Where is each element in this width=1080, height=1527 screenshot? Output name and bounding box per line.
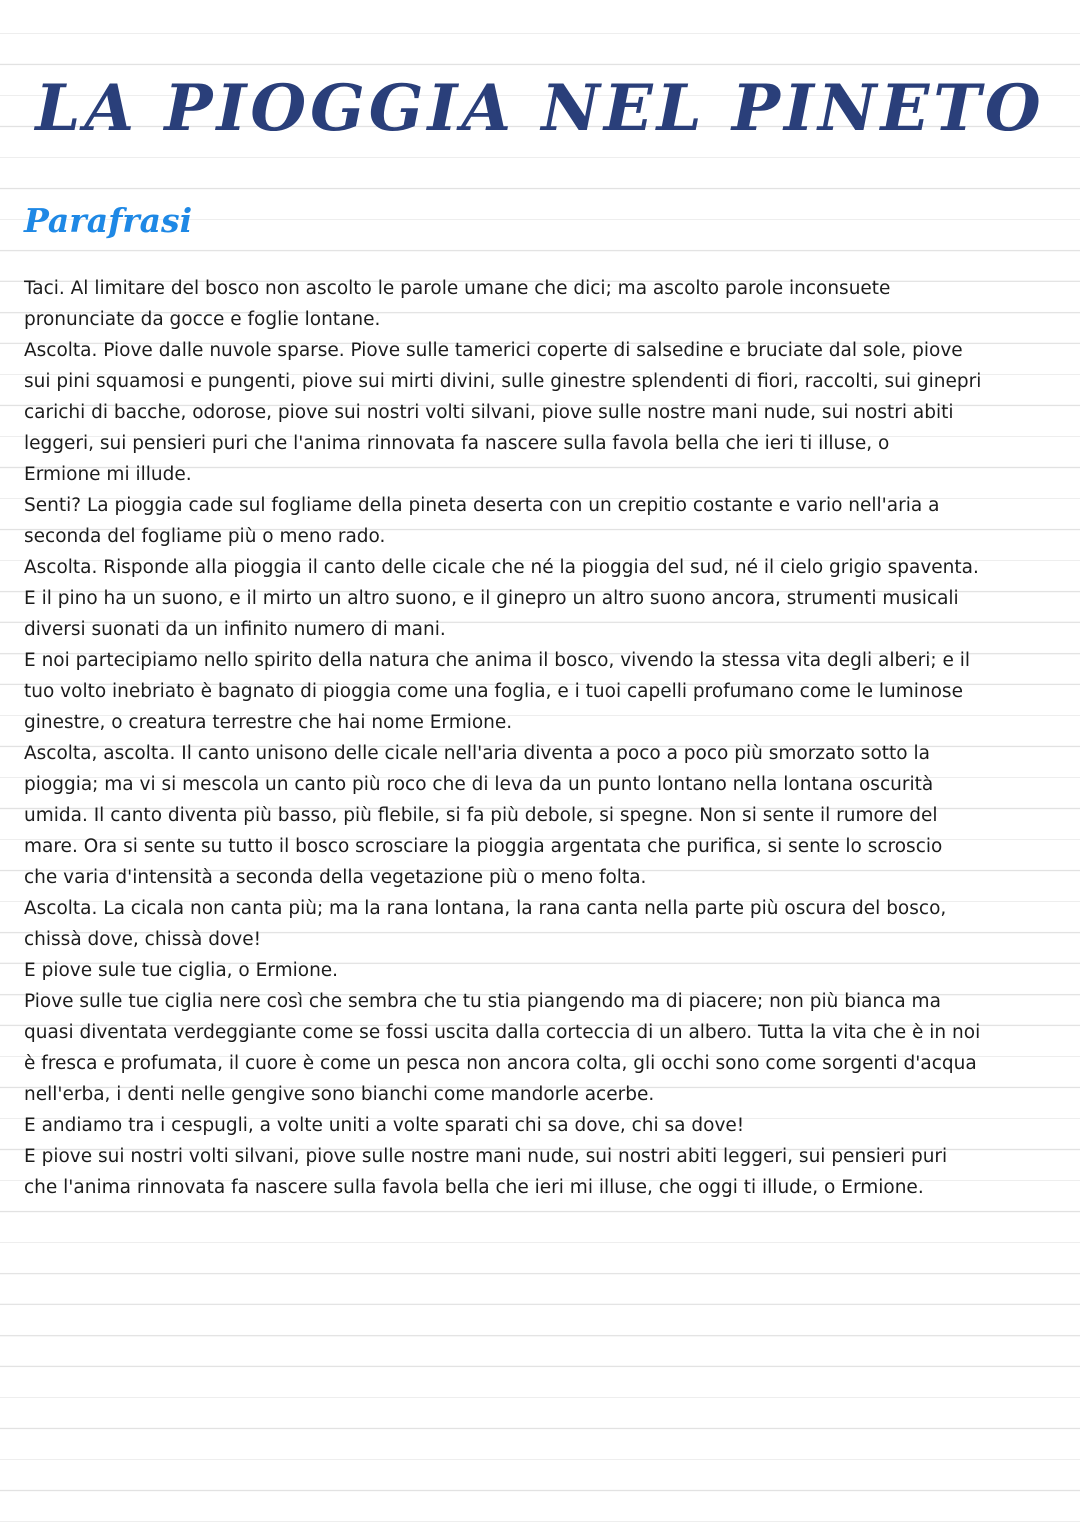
text-line: E andiamo tra i cespugli, a volte uniti a volte sparati chi sa dove, chi sa dove! [24,1115,745,1136]
text-line: E piove sui nostri volti silvani, piove sulle nostre mani nude, sui nostri abiti leggeri, sui pensieri puri [24,1146,948,1167]
text-line: umida. Il canto diventa più basso, più flebile, si fa più debole, si spegne. Non si sente il rumore del [24,805,938,826]
text-line: ginestre, o creatura terrestre che hai nome Ermione. [24,712,513,733]
text-line: Ascolta, ascolta. Il canto unisono delle cicale nell'aria diventa a poco a poco più smorzato sotto la [24,743,930,764]
text-line: mare. Ora si sente su tutto il bosco scrosciare la pioggia argentata che purifica, si sente lo scroscio [24,836,943,857]
text-line: E il pino ha un suono, e il mirto un altro suono, e il ginepro un altro suono ancora, strumenti musicali [24,588,959,609]
text-line: E noi partecipiamo nello spirito della natura che anima il bosco, vivendo la stessa vita degli alberi; e il [24,650,971,671]
text-line: carichi di bacche, odorose, piove sui nostri volti silvani, piove sulle nostre mani nude, sui nostri abiti [24,402,954,423]
text-line: diversi suonati da un infinito numero di mani. [24,619,446,640]
text-line: quasi diventata verdeggiante come se fossi uscita dalla corteccia di un albero. Tutta la vita che è in noi [24,1022,981,1043]
text-line: che l'anima rinnovata fa nascere sulla favola bella che ieri mi illuse, che oggi ti illude, o Ermione. [24,1177,924,1198]
text-line: Taci. Al limitare del bosco non ascolto le parole umane che dici; ma ascolto parole inconsuete [24,278,891,299]
text-line: pioggia; ma vi si mescola un canto più roco che di leva da un punto lontano nella lontana oscurità [24,774,934,795]
text-line: E piove sule tue ciglia, o Ermione. [24,960,339,981]
section-heading-parafrasi: Parafrasi [24,201,193,240]
paraphrase-text [24,273,1044,1203]
text-line: pronunciate da gocce e foglie lontane. [24,309,381,330]
text-line: nell'erba, i denti nelle gengive sono bianchi come mandorle acerbe. [24,1084,655,1105]
text-line: sui pini squamosi e pungenti, piove sui mirti divini, sulle ginestre splendenti di fiori, raccolti, sui ginepri [24,371,982,392]
text-line: che varia d'intensità a seconda della vegetazione più o meno folta. [24,867,647,888]
text-line: Ascolta. Risponde alla pioggia il canto delle cicale che né la pioggia del sud, né il cielo grigio spaventa. [24,557,979,578]
text-line: chissà dove, chissà dove! [24,929,262,950]
text-line: Ascolta. La cicala non canta più; ma la rana lontana, la rana canta nella parte più oscura del bosco, [24,898,947,919]
text-line: Senti? La pioggia cade sul fogliame della pineta deserta con un crepitio costante e vario nell'aria a [24,495,940,516]
text-line: Ascolta. Piove dalle nuvole sparse. Piove sulle tamerici coperte di salsedine e bruciate dal sole, piove [24,340,963,361]
text-line: seconda del fogliame più o meno rado. [24,526,386,547]
text-line: Piove sulle tue ciglia nere così che sembra che tu stia piangendo ma di piacere; non più bianca ma [24,991,941,1012]
text-line: leggeri, sui pensieri puri che l'anima rinnovata fa nascere sulla favola bella che ieri ti illuse, o [24,433,890,454]
page-title: LA PIOGGIA NEL PINETO [35,71,1045,146]
text-line: è fresca e profumata, il cuore è come un pesca non ancora colta, gli occhi sono come sorgenti d'acqua [24,1053,977,1074]
text-line: Ermione mi illude. [24,464,192,485]
text-line: tuo volto inebriato è bagnato di pioggia come una foglia, e i tuoi capelli profumano come le luminose [24,681,963,702]
